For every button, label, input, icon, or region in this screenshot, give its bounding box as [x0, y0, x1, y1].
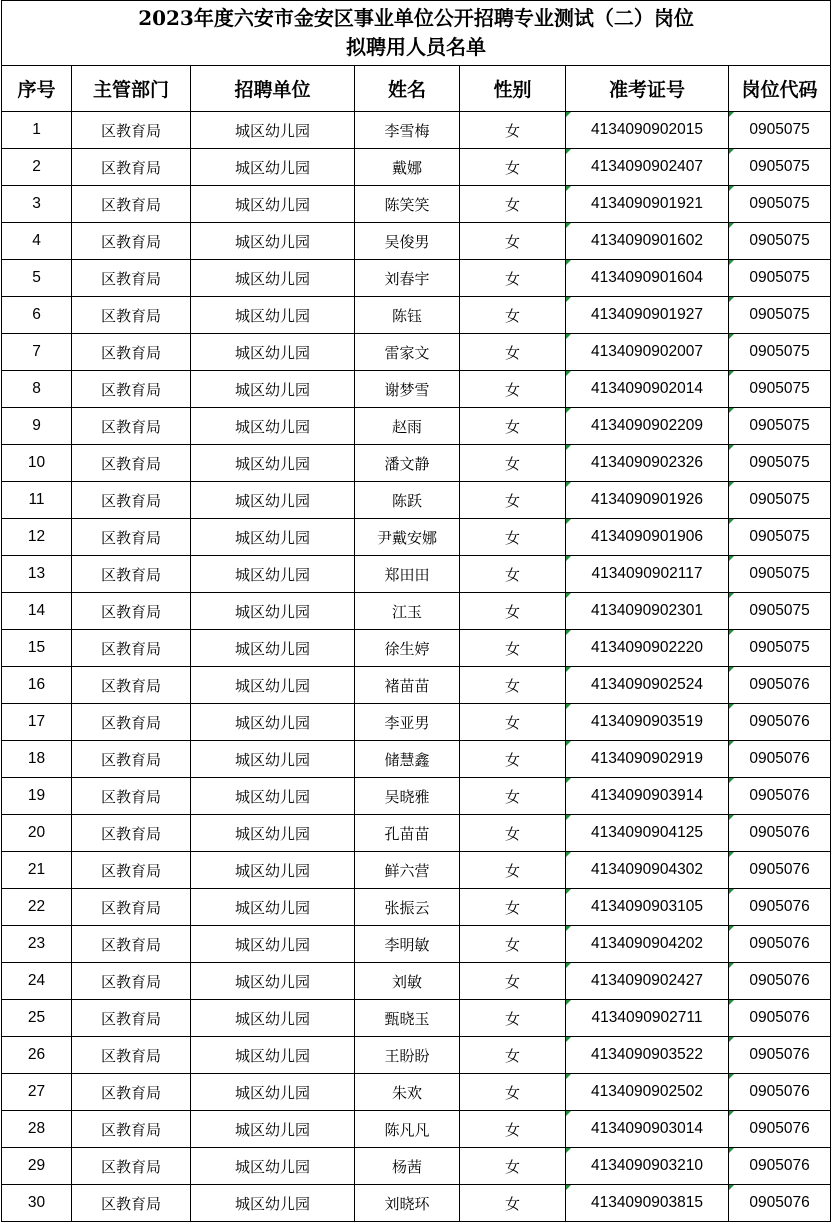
cell-index: 5 — [2, 260, 72, 297]
table-row — [2, 482, 831, 519]
cell-exam-id: 4134090902502 — [566, 1074, 729, 1111]
column-header-department: 主管部门 — [72, 66, 191, 112]
cell-employer: 城区幼儿园 — [191, 704, 355, 741]
cell-department: 区教育局 — [72, 223, 191, 260]
table-row — [2, 186, 831, 223]
cell-name: 雷家文 — [355, 334, 460, 371]
cell-exam-id: 4134090901604 — [566, 260, 729, 297]
document-title — [2, 1, 831, 66]
cell-gender: 女 — [460, 926, 566, 963]
cell-exam-id: 4134090901602 — [566, 223, 729, 260]
table-row — [2, 334, 831, 371]
cell-name: 褚苗苗 — [355, 667, 460, 704]
cell-department: 区教育局 — [72, 519, 191, 556]
cell-index: 26 — [2, 1037, 72, 1074]
cell-exam-id: 4134090902209 — [566, 408, 729, 445]
cell-employer: 城区幼儿园 — [191, 519, 355, 556]
column-header-gender: 性别 — [460, 66, 566, 112]
cell-post-code: 0905075 — [729, 371, 831, 408]
cell-gender: 女 — [460, 667, 566, 704]
cell-post-code: 0905075 — [729, 445, 831, 482]
cell-index: 6 — [2, 297, 72, 334]
cell-exam-id: 4134090902301 — [566, 593, 729, 630]
cell-name: 吴晓雅 — [355, 778, 460, 815]
cell-gender: 女 — [460, 297, 566, 334]
cell-employer: 城区幼儿园 — [191, 334, 355, 371]
cell-name: 徐生婷 — [355, 630, 460, 667]
cell-exam-id: 4134090902711 — [566, 1000, 729, 1037]
cell-index: 4 — [2, 223, 72, 260]
cell-exam-id: 4134090903522 — [566, 1037, 729, 1074]
cell-exam-id: 4134090904125 — [566, 815, 729, 852]
cell-employer: 城区幼儿园 — [191, 1148, 355, 1185]
cell-index: 13 — [2, 556, 72, 593]
table-row — [2, 1000, 831, 1037]
cell-exam-id: 4134090901921 — [566, 186, 729, 223]
cell-gender: 女 — [460, 1111, 566, 1148]
cell-post-code: 0905076 — [729, 1000, 831, 1037]
cell-exam-id: 4134090903014 — [566, 1111, 729, 1148]
cell-name: 李明敏 — [355, 926, 460, 963]
cell-employer: 城区幼儿园 — [191, 482, 355, 519]
table-row — [2, 926, 831, 963]
cell-gender: 女 — [460, 445, 566, 482]
cell-name: 潘文静 — [355, 445, 460, 482]
cell-post-code: 0905076 — [729, 778, 831, 815]
cell-employer: 城区幼儿园 — [191, 186, 355, 223]
table-row — [2, 704, 831, 741]
cell-post-code: 0905075 — [729, 334, 831, 371]
cell-gender: 女 — [460, 852, 566, 889]
cell-post-code: 0905075 — [729, 519, 831, 556]
cell-name: 王盼盼 — [355, 1037, 460, 1074]
cell-employer: 城区幼儿园 — [191, 1074, 355, 1111]
cell-post-code: 0905075 — [729, 149, 831, 186]
cell-gender: 女 — [460, 889, 566, 926]
cell-index: 21 — [2, 852, 72, 889]
cell-post-code: 0905075 — [729, 223, 831, 260]
cell-exam-id: 4134090903210 — [566, 1148, 729, 1185]
cell-exam-id: 4134090902007 — [566, 334, 729, 371]
table-row — [2, 556, 831, 593]
cell-employer: 城区幼儿园 — [191, 408, 355, 445]
cell-name: 谢梦雪 — [355, 371, 460, 408]
cell-index: 25 — [2, 1000, 72, 1037]
cell-index: 18 — [2, 741, 72, 778]
cell-employer: 城区幼儿园 — [191, 371, 355, 408]
cell-post-code: 0905076 — [729, 741, 831, 778]
cell-exam-id: 4134090902014 — [566, 371, 729, 408]
cell-post-code: 0905076 — [729, 704, 831, 741]
cell-department: 区教育局 — [72, 112, 191, 149]
cell-exam-id: 4134090903105 — [566, 889, 729, 926]
table-row — [2, 593, 831, 630]
cell-index: 20 — [2, 815, 72, 852]
title-line-1: 2023年度六安市金安区事业单位公开招聘专业测试（二）岗位 — [138, 6, 694, 30]
cell-name: 刘春宇 — [355, 260, 460, 297]
cell-name: 朱欢 — [355, 1074, 460, 1111]
cell-employer: 城区幼儿园 — [191, 778, 355, 815]
cell-employer: 城区幼儿园 — [191, 815, 355, 852]
cell-post-code: 0905076 — [729, 815, 831, 852]
cell-gender: 女 — [460, 112, 566, 149]
table-row — [2, 1185, 831, 1222]
cell-gender: 女 — [460, 630, 566, 667]
cell-exam-id: 4134090903519 — [566, 704, 729, 741]
cell-gender: 女 — [460, 186, 566, 223]
table-row — [2, 741, 831, 778]
cell-exam-id: 4134090901906 — [566, 519, 729, 556]
cell-exam-id: 4134090901927 — [566, 297, 729, 334]
table-row — [2, 1074, 831, 1111]
cell-index: 22 — [2, 889, 72, 926]
cell-name: 张振云 — [355, 889, 460, 926]
cell-post-code: 0905076 — [729, 889, 831, 926]
cell-post-code: 0905076 — [729, 667, 831, 704]
cell-department: 区教育局 — [72, 852, 191, 889]
cell-gender: 女 — [460, 704, 566, 741]
cell-name: 陈钰 — [355, 297, 460, 334]
table-row — [2, 445, 831, 482]
table-row — [2, 1037, 831, 1074]
cell-index: 14 — [2, 593, 72, 630]
cell-name: 郑田田 — [355, 556, 460, 593]
cell-gender: 女 — [460, 519, 566, 556]
hiring-roster-table — [1, 0, 831, 1222]
cell-department: 区教育局 — [72, 741, 191, 778]
cell-exam-id: 4134090902326 — [566, 445, 729, 482]
cell-name: 赵雨 — [355, 408, 460, 445]
cell-name: 孔苗苗 — [355, 815, 460, 852]
table-row — [2, 408, 831, 445]
cell-index: 23 — [2, 926, 72, 963]
title-row — [2, 1, 831, 66]
cell-name: 李雪梅 — [355, 112, 460, 149]
cell-exam-id: 4134090902407 — [566, 149, 729, 186]
table-row — [2, 260, 831, 297]
cell-post-code: 0905076 — [729, 852, 831, 889]
cell-department: 区教育局 — [72, 667, 191, 704]
cell-gender: 女 — [460, 1000, 566, 1037]
cell-index: 16 — [2, 667, 72, 704]
cell-employer: 城区幼儿园 — [191, 1111, 355, 1148]
cell-index: 28 — [2, 1111, 72, 1148]
table-row — [2, 149, 831, 186]
cell-exam-id: 4134090903815 — [566, 1185, 729, 1222]
cell-post-code: 0905076 — [729, 1037, 831, 1074]
cell-gender: 女 — [460, 741, 566, 778]
cell-exam-id: 4134090902427 — [566, 963, 729, 1000]
cell-index: 7 — [2, 334, 72, 371]
cell-name: 尹戴安娜 — [355, 519, 460, 556]
cell-index: 30 — [2, 1185, 72, 1222]
cell-gender: 女 — [460, 815, 566, 852]
cell-gender: 女 — [460, 1148, 566, 1185]
cell-employer: 城区幼儿园 — [191, 445, 355, 482]
cell-gender: 女 — [460, 482, 566, 519]
cell-index: 27 — [2, 1074, 72, 1111]
cell-name: 江玉 — [355, 593, 460, 630]
cell-department: 区教育局 — [72, 704, 191, 741]
table-row — [2, 1148, 831, 1185]
cell-department: 区教育局 — [72, 482, 191, 519]
cell-post-code: 0905076 — [729, 1111, 831, 1148]
cell-department: 区教育局 — [72, 778, 191, 815]
cell-index: 11 — [2, 482, 72, 519]
table-row — [2, 667, 831, 704]
cell-employer: 城区幼儿园 — [191, 889, 355, 926]
header-row — [2, 66, 831, 112]
cell-department: 区教育局 — [72, 593, 191, 630]
cell-department: 区教育局 — [72, 1074, 191, 1111]
column-header-name: 姓名 — [355, 66, 460, 112]
cell-exam-id: 4134090903914 — [566, 778, 729, 815]
cell-employer: 城区幼儿园 — [191, 112, 355, 149]
cell-employer: 城区幼儿园 — [191, 852, 355, 889]
cell-post-code: 0905075 — [729, 112, 831, 149]
cell-name: 陈跃 — [355, 482, 460, 519]
cell-exam-id: 4134090902919 — [566, 741, 729, 778]
cell-index: 24 — [2, 963, 72, 1000]
cell-index: 19 — [2, 778, 72, 815]
cell-gender: 女 — [460, 408, 566, 445]
cell-employer: 城区幼儿园 — [191, 1000, 355, 1037]
table-row — [2, 223, 831, 260]
cell-index: 29 — [2, 1148, 72, 1185]
cell-name: 甄晓玉 — [355, 1000, 460, 1037]
cell-department: 区教育局 — [72, 1185, 191, 1222]
cell-gender: 女 — [460, 1037, 566, 1074]
cell-post-code: 0905076 — [729, 1074, 831, 1111]
cell-post-code: 0905076 — [729, 1148, 831, 1185]
table-row — [2, 1111, 831, 1148]
cell-exam-id: 4134090902524 — [566, 667, 729, 704]
cell-gender: 女 — [460, 963, 566, 1000]
cell-employer: 城区幼儿园 — [191, 741, 355, 778]
cell-gender: 女 — [460, 371, 566, 408]
cell-post-code: 0905075 — [729, 556, 831, 593]
cell-exam-id: 4134090902015 — [566, 112, 729, 149]
cell-employer: 城区幼儿园 — [191, 260, 355, 297]
table-row — [2, 630, 831, 667]
cell-name: 陈笑笑 — [355, 186, 460, 223]
cell-index: 17 — [2, 704, 72, 741]
table-row — [2, 778, 831, 815]
cell-name: 戴娜 — [355, 149, 460, 186]
cell-department: 区教育局 — [72, 815, 191, 852]
cell-gender: 女 — [460, 1185, 566, 1222]
cell-gender: 女 — [460, 149, 566, 186]
table-row — [2, 815, 831, 852]
cell-gender: 女 — [460, 260, 566, 297]
cell-post-code: 0905075 — [729, 260, 831, 297]
cell-gender: 女 — [460, 556, 566, 593]
cell-name: 储慧鑫 — [355, 741, 460, 778]
cell-gender: 女 — [460, 1074, 566, 1111]
cell-post-code: 0905075 — [729, 482, 831, 519]
table-row — [2, 297, 831, 334]
cell-exam-id: 4134090904202 — [566, 926, 729, 963]
cell-index: 2 — [2, 149, 72, 186]
cell-employer: 城区幼儿园 — [191, 593, 355, 630]
cell-index: 12 — [2, 519, 72, 556]
cell-index: 9 — [2, 408, 72, 445]
cell-department: 区教育局 — [72, 260, 191, 297]
cell-department: 区教育局 — [72, 334, 191, 371]
cell-department: 区教育局 — [72, 149, 191, 186]
cell-post-code: 0905076 — [729, 926, 831, 963]
cell-department: 区教育局 — [72, 1000, 191, 1037]
cell-name: 吴俊男 — [355, 223, 460, 260]
cell-post-code: 0905076 — [729, 1185, 831, 1222]
cell-department: 区教育局 — [72, 926, 191, 963]
cell-index: 8 — [2, 371, 72, 408]
column-header-employer: 招聘单位 — [191, 66, 355, 112]
cell-employer: 城区幼儿园 — [191, 297, 355, 334]
cell-name: 陈凡凡 — [355, 1111, 460, 1148]
table-row — [2, 371, 831, 408]
cell-department: 区教育局 — [72, 1148, 191, 1185]
cell-department: 区教育局 — [72, 408, 191, 445]
cell-gender: 女 — [460, 593, 566, 630]
cell-index: 10 — [2, 445, 72, 482]
cell-name: 李亚男 — [355, 704, 460, 741]
cell-exam-id: 4134090904302 — [566, 852, 729, 889]
cell-employer: 城区幼儿园 — [191, 1185, 355, 1222]
cell-employer: 城区幼儿园 — [191, 963, 355, 1000]
cell-employer: 城区幼儿园 — [191, 556, 355, 593]
table-row — [2, 963, 831, 1000]
cell-exam-id: 4134090901926 — [566, 482, 729, 519]
cell-gender: 女 — [460, 778, 566, 815]
roster-body — [2, 112, 831, 1222]
cell-employer: 城区幼儿园 — [191, 630, 355, 667]
cell-department: 区教育局 — [72, 630, 191, 667]
column-header-index: 序号 — [2, 66, 72, 112]
cell-department: 区教育局 — [72, 1111, 191, 1148]
cell-post-code: 0905075 — [729, 186, 831, 223]
cell-employer: 城区幼儿园 — [191, 223, 355, 260]
table-row — [2, 519, 831, 556]
cell-employer: 城区幼儿园 — [191, 667, 355, 704]
cell-employer: 城区幼儿园 — [191, 1037, 355, 1074]
cell-gender: 女 — [460, 223, 566, 260]
cell-employer: 城区幼儿园 — [191, 926, 355, 963]
cell-department: 区教育局 — [72, 297, 191, 334]
cell-department: 区教育局 — [72, 371, 191, 408]
table-row — [2, 889, 831, 926]
cell-name: 刘敏 — [355, 963, 460, 1000]
table-row — [2, 852, 831, 889]
cell-department: 区教育局 — [72, 186, 191, 223]
cell-department: 区教育局 — [72, 445, 191, 482]
cell-department: 区教育局 — [72, 1037, 191, 1074]
column-header-post-code: 岗位代码 — [729, 66, 831, 112]
cell-index: 1 — [2, 112, 72, 149]
cell-index: 15 — [2, 630, 72, 667]
cell-gender: 女 — [460, 334, 566, 371]
cell-post-code: 0905075 — [729, 630, 831, 667]
cell-post-code: 0905075 — [729, 593, 831, 630]
cell-post-code: 0905076 — [729, 963, 831, 1000]
cell-exam-id: 4134090902220 — [566, 630, 729, 667]
cell-post-code: 0905075 — [729, 408, 831, 445]
cell-name: 杨茜 — [355, 1148, 460, 1185]
cell-employer: 城区幼儿园 — [191, 149, 355, 186]
cell-department: 区教育局 — [72, 889, 191, 926]
column-header-exam-id: 准考证号 — [566, 66, 729, 112]
cell-name: 鲜六营 — [355, 852, 460, 889]
table-row — [2, 112, 831, 149]
title-line-2: 拟聘用人员名单 — [346, 35, 487, 59]
cell-index: 3 — [2, 186, 72, 223]
cell-department: 区教育局 — [72, 963, 191, 1000]
cell-name: 刘晓环 — [355, 1185, 460, 1222]
cell-department: 区教育局 — [72, 556, 191, 593]
cell-exam-id: 4134090902117 — [566, 556, 729, 593]
cell-post-code: 0905075 — [729, 297, 831, 334]
